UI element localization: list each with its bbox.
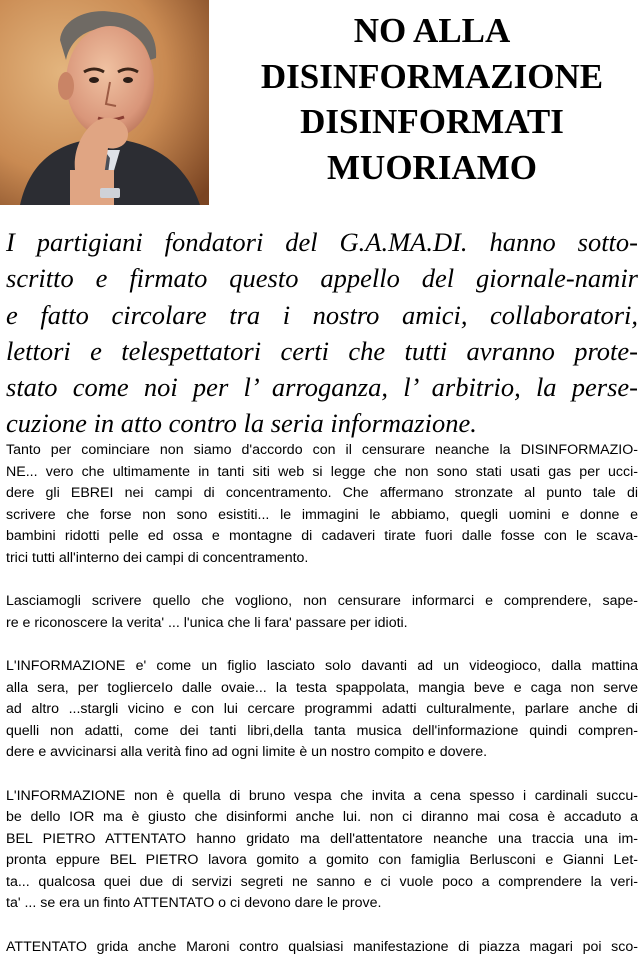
article-body — [6, 440, 638, 980]
paragraph — [6, 937, 638, 959]
text-line: quelli non adatti, come dei tanti libri,della tanta musica dell'informazione quindi compren- — [6, 722, 638, 739]
text-line: re e riconoscere la verita' ... l'unica che li fara' passare per idioti. — [6, 614, 408, 631]
intro-line: cuzione in atto contro la seria informazione. — [6, 408, 477, 439]
intro-paragraph — [6, 224, 638, 442]
text-line: BEL PIETRO ATTENTATO hanno gridato ma dell'attentatore neanche una traccia una im- — [6, 830, 638, 847]
headline — [232, 8, 632, 190]
text-line: Lasciamogli scrivere quello che vogliono, non censurare informarci e comprendere, sape- — [6, 593, 638, 610]
intro-line: e fatto circolare tra i nostro amici, collaboratori, — [6, 299, 638, 330]
headline-line: DISINFORMATI — [300, 102, 564, 141]
headline-line: DISINFORMAZIONE — [260, 56, 604, 96]
text-line: trici tutti all'interno dei campi di concentramento. — [6, 549, 309, 566]
paragraph — [6, 591, 638, 634]
headline-line: NO ALLA — [353, 11, 511, 50]
paragraph — [6, 656, 638, 764]
text-line: scrivere che forse non sono esistiti... le immagini le abbiamo, quegli uomini e donne e — [6, 506, 638, 523]
text-line: ATTENTATO grida anche Maroni contro qualsiasi manifestazione di piazza magari poi sco- — [6, 938, 638, 955]
intro-line: lettori e telespettatori certi che tutti avranno prote- — [6, 335, 638, 366]
text-line: alla sera, per toglierceIo dalle ovaie... la testa spappolata, mangia beve e caga non serve — [6, 679, 638, 696]
portrait-photo — [0, 0, 209, 205]
intro-line: stato come noi per l’ arroganza, l’ arbitrio, la perse- — [6, 372, 638, 403]
text-line: Tanto per cominciare non siamo d'accordo con il censurare neanche la DISINFORMAZIO- — [6, 442, 638, 458]
text-line: dere e avvicinarsi alla verità fino ad ogni limite è un nostro compito e dovere. — [6, 744, 488, 761]
paragraph — [6, 440, 638, 570]
text-line: bambini ridotti pelle ed ossa e montagne di cadaveri tirate fuori dalle fosse con le scava- — [6, 528, 638, 545]
text-line: ta... qualcosa quei due di servizi segreti ne sanno e ci vuole poco a comprendere la veri- — [6, 873, 638, 890]
text-line: dere gli EBREI nei campi di concentramento. Che affermano stronzate al punto tale di — [6, 485, 638, 502]
intro-line: I partigiani fondatori del G.A.MA.DI. hanno sotto- — [6, 227, 638, 257]
text-line: L'INFORMAZIONE non è quella di bruno vespa che invita a cena spesso i cardinali succu- — [6, 787, 638, 804]
intro-line: scritto e firmato questo appello del giornale-namir — [6, 263, 638, 294]
text-line: be dello IOR ma è giusto che disinformi anche lui. non ci diranno mai cosa è accaduto a — [6, 809, 638, 826]
headline-line: MUORIAMO — [327, 147, 537, 187]
text-line: L'INFORMAZIONE e' come un figlio lasciato solo davanti ad un videogioco, dalla mattina — [6, 657, 638, 674]
text-line: ad altro ...stargli vicino e con lui cercare programmi adatti culturalmente, parlare anche di — [6, 701, 638, 718]
text-line: ta' ... se era un finto ATTENTATO o ci devono dare le prove. — [6, 895, 382, 912]
text-line: pronta eppure BEL PIETRO lavora gomito a gomito con famiglia Berlusconi e Gianni Let- — [6, 852, 638, 869]
paragraph — [6, 786, 638, 916]
text-line: NE... vero che ultimamente in tanti siti web si legge che non sono stati usati gas per ucci- — [6, 463, 638, 480]
